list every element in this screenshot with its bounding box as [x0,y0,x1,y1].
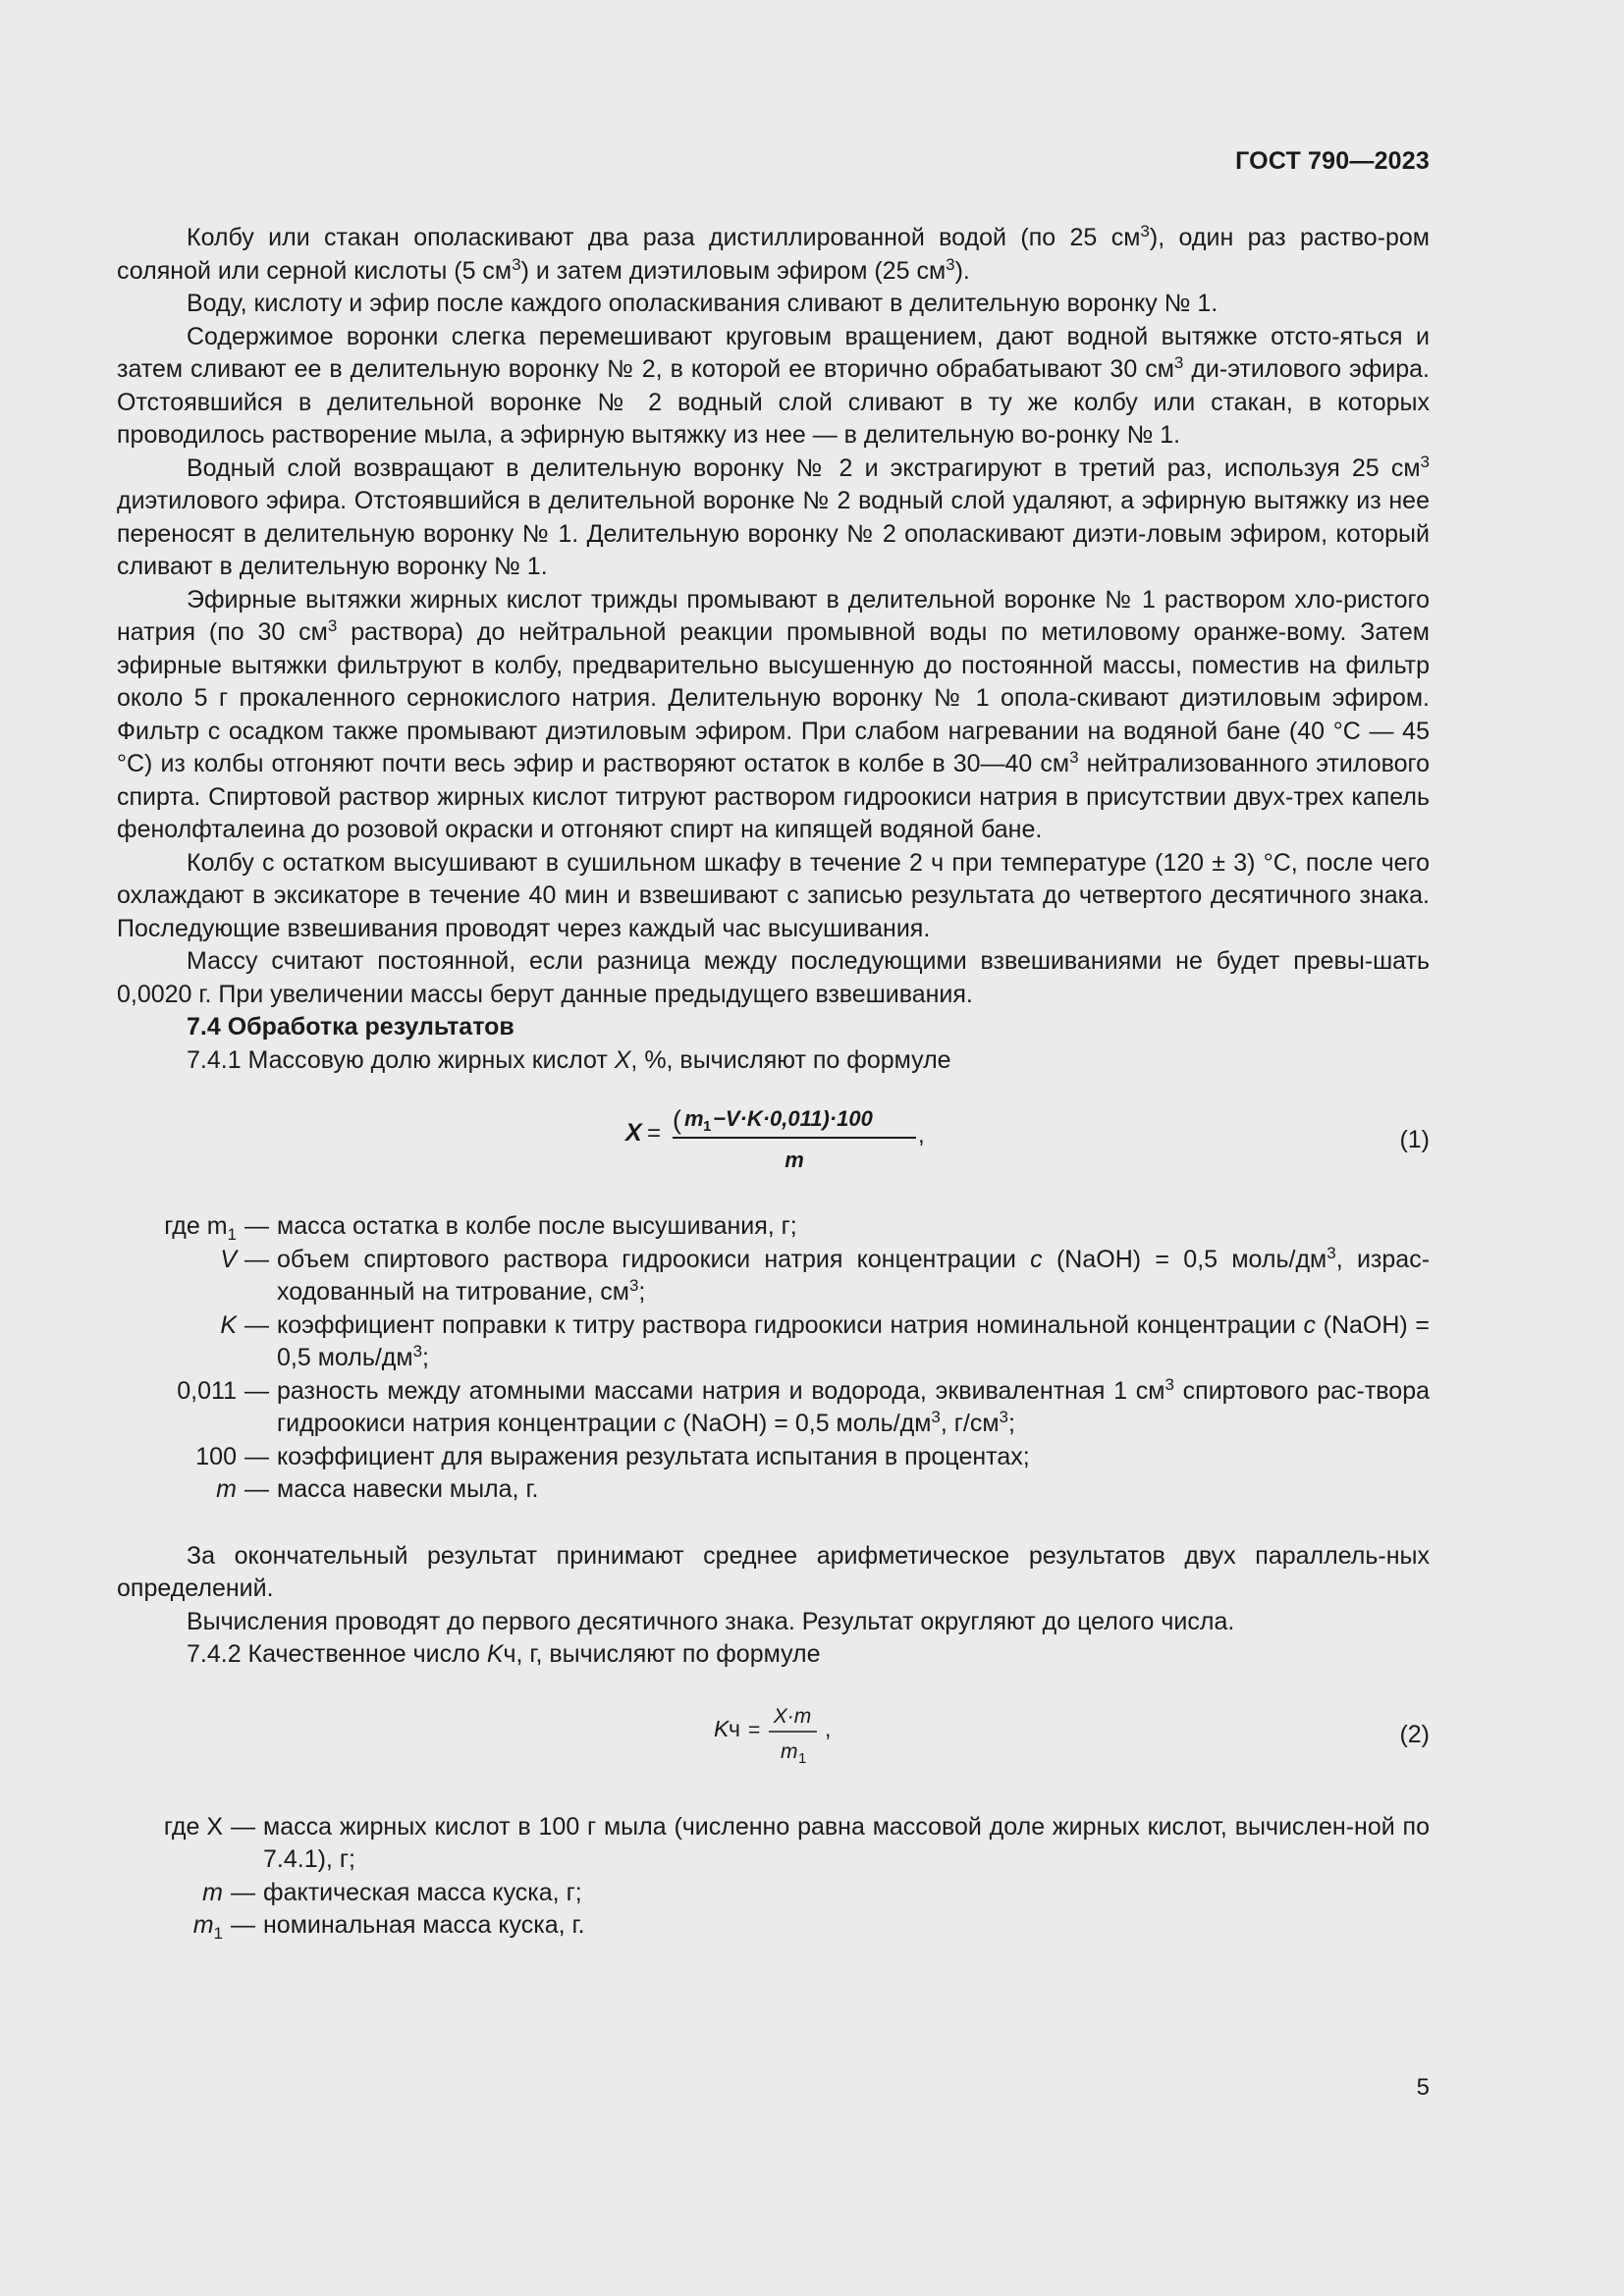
formula-2-number: (2) [1399,1720,1430,1748]
document-body [117,222,1430,1943]
formula-1-numerator-rest: −V·K·0,011)·100 [713,1106,873,1131]
paragraph: Колбу или стакан ополаскивают два раза дистиллированной водой (по 25 $см^3$), один раз раство-ром соляной или серной кислоты (5 $см^3$) и затем диэтиловым эфиром (25 $см^3$). [117,222,1430,285]
formula-1-legend [117,1210,1430,1507]
page-number: 5 [1416,2074,1430,2101]
formula-1-lhs: X [625,1119,642,1147]
paragraph: Эфирные вытяжки жирных кислот трижды промывают в делительной воронке № 1 раствором хло-ристого натрия (по 30 $см^3$ раствора) до нейтральной реакции промывной воды по метиловому оранже-вому. Затем эфирные вытяжки фильтруют в колбу, предварительно высушенную до постоянной массы, поместив на фильтр около 5 г прокаленного сернокислого натрия. Делительную воронку № 1 опола-скивают диэтиловым эфиром. Фильтр с осадком также промывают диэтиловым эфиром. При слабом нагревании на водяной бане (40 °С — 45 °С) из колбы отгоняют почти весь эфир и растворяют остаток в колбе в 30—40 $см^3$ нейтрализованного этилового спирта. Спиртовой раствор жирных кислот титруют раствором гидроокиси натрия в присутствии двух-трех капель фенолфталеина до розовой окраски и отгоняют спирт на кипящей водяной бане. [117,585,1430,843]
paragraph: Колбу с остатком высушивают в сушильном шкафу в течение 2 ч при температуре (120 ± 3) °С, после чего охлаждают в эксикаторе в течение 40 мин и взвешивают с записью результата до четвертого десятичного знака. Последующие взвешивания проводят через каждый час высушивания. [117,848,1430,942]
section-heading: 7.4 Обработка результатов [187,1013,514,1041]
formula-1-m: m [684,1106,704,1131]
formula-2-lhs: K [714,1715,730,1741]
legend-row: m — масса навески мыла, г. [117,1473,1430,1507]
legend-row: 0,011 — разность между атомными массами натрия и водорода, эквивалентная 1 $см^3$ спиртового рас-твора гидроокиси натрия концентрации c (NaOH) = 0,5 моль/$дм^3$, $г/см^3$; [117,1375,1430,1441]
legend-symbol: m [202,1878,223,1906]
formula-1-comma: , [918,1122,925,1148]
paragraph: Воду, кислоту и эфир после каждого ополаскивания сливают в делительную воронку № 1. [187,290,1218,317]
paragraph: 7.4.1 Массовую долю жирных кислот X, %, вычисляют по формуле [187,1045,951,1074]
legend-row: 100 — коэффициент для выражения результата испытания в процентах; [117,1441,1430,1474]
formula-1-equals: = [647,1120,662,1147]
paragraph: Водный слой возвращают в делительную воронку № 2 и экстрагируют в третий раз, используя 25 $см^3$ диэтилового эфира. Отстоявшийся в делительной воронке № 2 водный слой удаляют, а эфирную вытяжку из нее переносят в делительную воронку № 1. Делительную воронку № 2 ополаскивают диэти-ловым эфиром, который сливают в делительную воронку № 1. [117,452,1430,580]
formula-2-numerator: X·m [773,1704,812,1728]
formula-2-denominator: m [781,1739,798,1763]
document-header: ГОСТ 790—2023 [1235,147,1430,175]
formula-1-paren: ( [673,1105,681,1135]
formula-2 [117,1695,1430,1789]
legend-row: m — фактическая масса куска, г; [117,1877,1430,1910]
formula-1-m-sub: 1 [703,1118,712,1135]
formula-1-number: (1) [1399,1126,1430,1153]
formula-2-graphic [117,1695,1430,1789]
legend-symbol: где $m_1$ [164,1212,237,1244]
formula-2-equals: = [748,1718,761,1741]
legend-symbol: $m_1$ [192,1911,223,1943]
formula-2-denominator-sub: 1 [798,1749,807,1767]
legend-row: $m_1$ — номинальная масса куска, г. [117,1909,1430,1943]
legend-row: где X — масса жирных кислот в 100 г мыла (численно равна массовой доле жирных кислот, вычислен-ной по 7.4.1), г; [117,1811,1430,1877]
formula-2-legend [117,1811,1430,1943]
legend-symbol: где X [163,1812,223,1841]
paragraph: Содержимое воронки слегка перемешивают круговым вращением, дают водной вытяжке отсто-яться и затем сливают ее в делительную воронку № 2, в которой ее вторично обрабатывают 30 $см^3$ ди-этилового эфира. Отстоявшийся в делительной воронке № 2 водный слой сливают в ту же колбу или стакан, в которых проводилось растворение мыла, а эфирную вытяжку из нее — в делительную во-ронку № 1. [117,322,1431,449]
formula-1-graphic [117,1087,1430,1189]
formula-1-denominator: m [785,1148,804,1172]
paragraph: За окончательный результат принимают среднее арифметическое результатов двух параллель-ных определений. [117,1541,1430,1602]
formula-2-comma: , [825,1715,832,1741]
legend-symbol: 100 [195,1442,237,1470]
legend-row: V — объем спиртового раствора гидроокиси натрия концентрации c (NaOH) = 0,5 моль/$дм^3$, израс-ходованный на титрование, $см^3$; [117,1244,1430,1309]
formula-2-lhs-suffix: ч [729,1715,740,1741]
paragraph: Вычисления проводят до первого десятичного знака. Результат округляют до целого числа. [187,1607,1235,1635]
legend-symbol: V [220,1245,237,1273]
legend-symbol: m [216,1475,237,1503]
legend-row: где $m_1$ — масса остатка в колбе после высушивания, г; [117,1210,1430,1244]
formula-1 [117,1087,1430,1189]
legend-row: K — коэффициент поправки к титру раствора гидроокиси натрия номинальной концентрации c (NaOH) = 0,5 моль/$дм^3$; [117,1309,1430,1375]
legend-symbol: 0,011 [177,1376,237,1405]
legend-symbol: K [220,1310,237,1339]
paragraph: 7.4.2 Качественное число Kч, г, вычисляют по формуле [187,1640,821,1668]
paragraph: Массу считают постоянной, если разница между последующими взвешиваниями не будет превы-шать 0,0020 г. При увеличении массы берут данные предыдущего взвешивания. [117,947,1430,1008]
